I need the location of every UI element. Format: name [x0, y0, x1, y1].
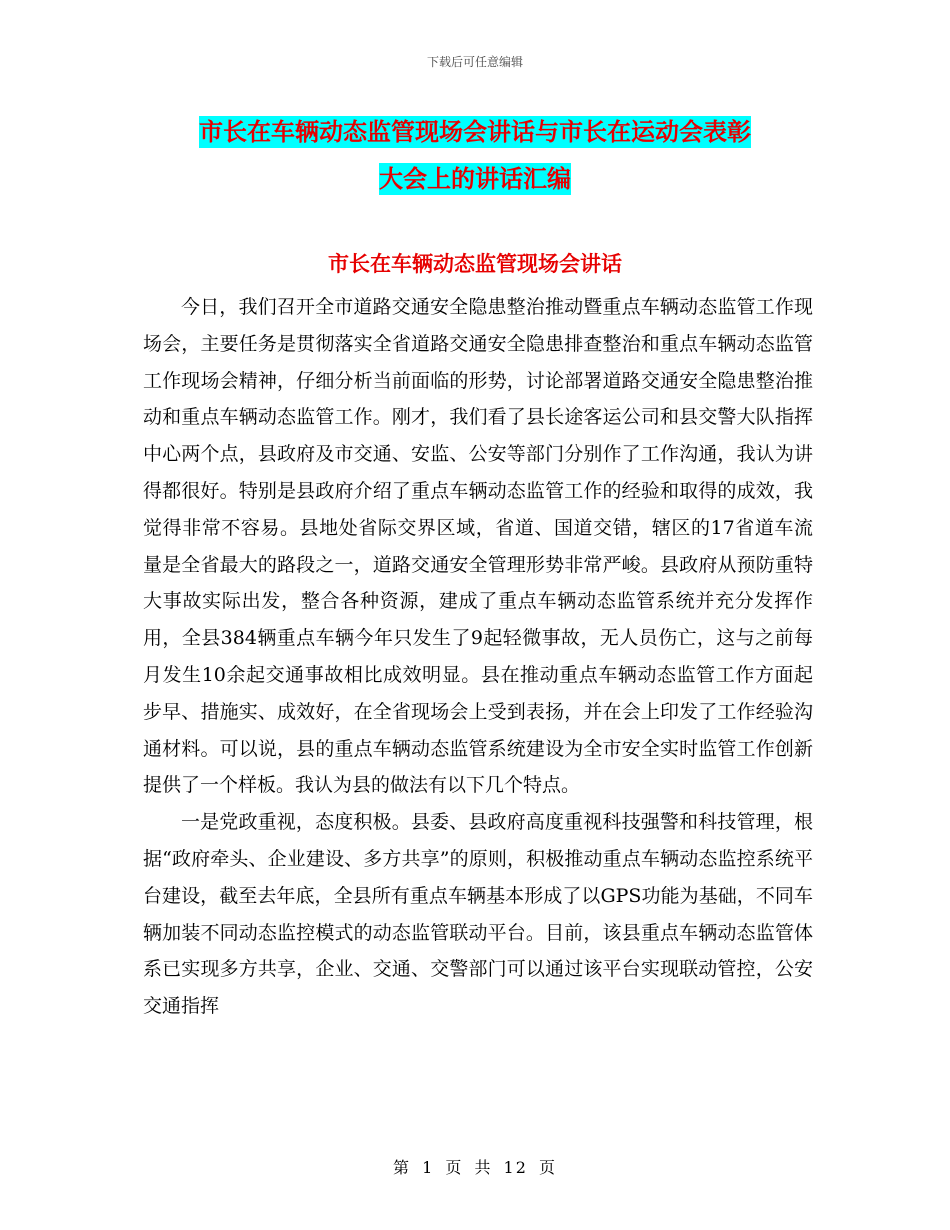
section-title: 市长在车辆动态监管现场会讲话 — [328, 252, 622, 276]
document-title — [140, 109, 810, 203]
page-header-note: 下载后可任意编辑 — [426, 55, 523, 69]
page-footer: 第 1 页 共 12 页 — [393, 1158, 557, 1177]
document-title-line-2: 大会上的讲话汇编 — [379, 165, 571, 193]
body-paragraph: 今日，我们召开全市道路交通安全隐患整治推动暨重点车辆动态监管工作现场会，主要任务是贯彻落实全省道路交通安全隐患排查整治和重点车辆动态监管工作现场会精神，仔细分析当前面临的形势，讨论部署道路交通安全隐患整治推动和重点车辆动态监管工作。刚才，我们看了县长途客运公司和县交警大队指挥中心两个点，县政府及市交通、安监、公安等部门分别作了工作沟通，我认为讲得都很好。特别是县政府介绍了重点车辆动态监管工作的经验和取得的成效，我觉得非常不容易。县地处省际交界区域，省道、国道交错，辖区的17省道车流量是全省最大的路段之一，道路交通安全管理形势非常严峻。县政府从预防重特大事故实际出发，整合各种资源，建成了重点车辆动态监管系统并充分发挥作用，全县384辆重点车辆今年只发生了9起轻微事故，无人员伤亡，这与之前每月发生10余起交通事故相比成效明显。县在推动重点车辆动态监管工作方面起步早、措施实、成效好，在全省现场会上受到表扬，并在会上印发了工作经验沟通材料。可以说，县的重点车辆动态监管系统建设为全市安全实时监管工作创新提供了一个样板。我认为县的做法有以下几个特点。 — [143, 296, 813, 797]
body-paragraph: 一是党政重视，态度积极。县委、县政府高度重视科技强警和科技管理，根据“政府牵头、企业建设、多方共享”的原则，积极推动重点车辆动态监控系统平台建设，截至去年底，全县所有重点车辆基本形成了以GPS功能为基础，不同车辆加装不同动态监控模式的动态监管联动平台。目前，该县重点车辆动态监管体系已实现多方共享，企业、交通、交警部门可以通过该平台实现联动管控，公安交通指挥 — [143, 811, 813, 1018]
document-body — [143, 289, 813, 1025]
document-title-line-1: 市长在车辆动态监管现场会讲话与市长在运动会表彰 — [199, 118, 751, 146]
